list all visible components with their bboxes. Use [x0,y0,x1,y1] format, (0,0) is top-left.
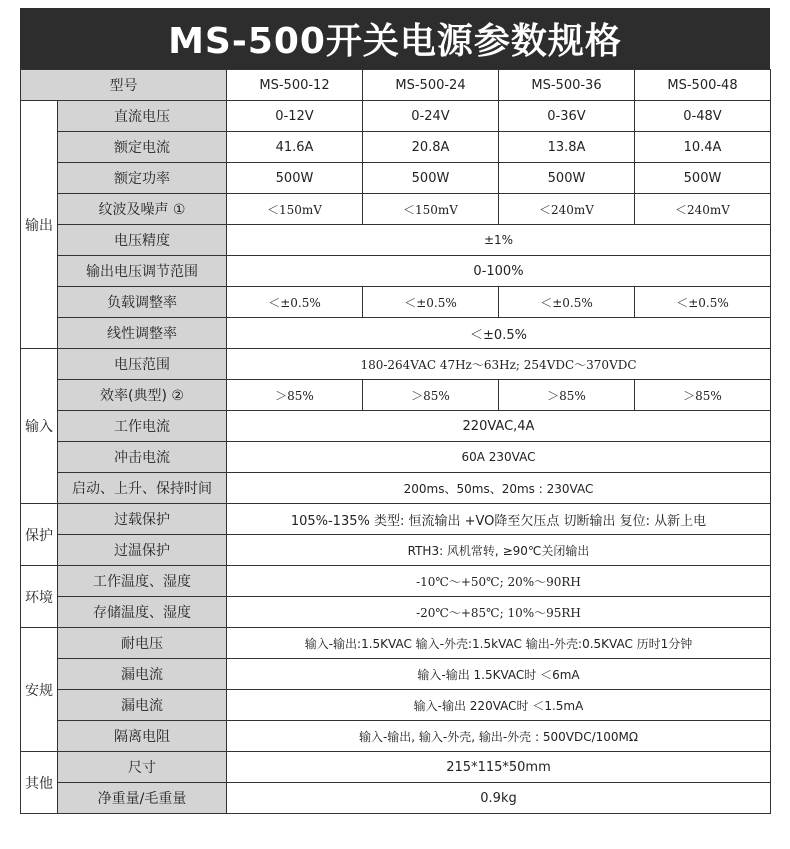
cell-value: ＜240mV [499,194,635,225]
table-row [21,752,771,783]
model-name: MS-500-12 [227,70,363,101]
row-label: 线性调整率 [58,318,227,349]
table-row [21,380,771,411]
table-row [21,194,771,225]
cell-value: 输入-输出 220VAC时 ＜1.5mA [227,690,771,721]
cell-value: ＞85% [363,380,499,411]
table-row [21,318,771,349]
header-row [21,70,771,101]
model-name: MS-500-24 [363,70,499,101]
cell-value: 105%-135% 类型: 恒流输出 +VO降至欠压点 切断输出 复位: 从新上电 [227,504,771,535]
cell-value: ＞85% [635,380,771,411]
table-row [21,628,771,659]
cell-value: 60A 230VAC [227,442,771,473]
cell-value: -10℃～+50℃; 20%～90RH [227,566,771,597]
row-label: 输出电压调节范围 [58,256,227,287]
table-row [21,659,771,690]
cell-value: ＞85% [499,380,635,411]
cell-value: ＜±0.5% [227,287,363,318]
row-label: 电压范围 [58,349,227,380]
table-row [21,442,771,473]
cell-value: 0-48V [635,101,771,132]
group-label-output: 输出 [21,101,58,349]
row-label: 负载调整率 [58,287,227,318]
row-label: 额定功率 [58,163,227,194]
table-row [21,473,771,504]
cell-value: 500W [363,163,499,194]
group-label-protection: 保护 [21,504,58,566]
table-row [21,132,771,163]
cell-value: ±1% [227,225,771,256]
cell-value: 180-264VAC 47Hz～63Hz; 254VDC～370VDC [227,349,771,380]
table-row [21,504,771,535]
row-label: 存储温度、湿度 [58,597,227,628]
row-label: 纹波及噪声 ① [58,194,227,225]
group-label-safety: 安规 [21,628,58,752]
cell-value: 20.8A [363,132,499,163]
cell-value: 220VAC,4A [227,411,771,442]
model-name: MS-500-36 [499,70,635,101]
row-label: 启动、上升、保持时间 [58,473,227,504]
cell-value: 0-100% [227,256,771,287]
cell-value: RTH3: 风机常转, ≥90℃关闭输出 [227,535,771,566]
row-label: 电压精度 [58,225,227,256]
row-label: 过载保护 [58,504,227,535]
table-row [21,566,771,597]
spec-table [20,69,771,814]
cell-value: ＜±0.5% [499,287,635,318]
row-label: 净重量/毛重量 [58,783,227,814]
cell-value: 500W [635,163,771,194]
table-row [21,101,771,132]
cell-value: 0-24V [363,101,499,132]
cell-value: 500W [227,163,363,194]
cell-value: 41.6A [227,132,363,163]
cell-value: 500W [499,163,635,194]
cell-value: 0.9kg [227,783,771,814]
group-label-environment: 环境 [21,566,58,628]
model-name: MS-500-48 [635,70,771,101]
cell-value: 10.4A [635,132,771,163]
group-label-other: 其他 [21,752,58,814]
table-row [21,349,771,380]
row-label: 漏电流 [58,690,227,721]
table-row [21,225,771,256]
row-label: 直流电压 [58,101,227,132]
row-label: 过温保护 [58,535,227,566]
cell-value: ＜150mV [227,194,363,225]
table-row [21,690,771,721]
cell-value: 0-36V [499,101,635,132]
row-label: 尺寸 [58,752,227,783]
cell-value: 输入-输出:1.5KVAC 输入-外壳:1.5kVAC 输出-外壳:0.5KVAC 历时1分钟 [227,628,771,659]
cell-value: ＜±0.5% [363,287,499,318]
cell-value: ＞85% [227,380,363,411]
cell-value: 13.8A [499,132,635,163]
table-row [21,783,771,814]
row-label: 耐电压 [58,628,227,659]
row-label: 效率(典型) ② [58,380,227,411]
model-label: 型号 [21,70,227,101]
cell-value: ＜±0.5% [635,287,771,318]
cell-value: 输入-输出 1.5KVAC时 ＜6mA [227,659,771,690]
cell-value: 输入-输出, 输入-外壳, 输出-外壳 : 500VDC/100MΩ [227,721,771,752]
table-row [21,256,771,287]
page-title: MS-500开关电源参数规格 [20,8,770,69]
table-row [21,411,771,442]
table-row [21,287,771,318]
table-row [21,597,771,628]
cell-value: ＜150mV [363,194,499,225]
table-row [21,163,771,194]
cell-value: ＜±0.5% [227,318,771,349]
row-label: 漏电流 [58,659,227,690]
row-label: 工作温度、湿度 [58,566,227,597]
group-label-input: 输入 [21,349,58,504]
table-row [21,535,771,566]
row-label: 隔离电阻 [58,721,227,752]
cell-value: 0-12V [227,101,363,132]
table-row [21,721,771,752]
row-label: 冲击电流 [58,442,227,473]
cell-value: -20℃～+85℃; 10%～95RH [227,597,771,628]
row-label: 额定电流 [58,132,227,163]
row-label: 工作电流 [58,411,227,442]
cell-value: 200ms、50ms、20ms : 230VAC [227,473,771,504]
cell-value: ＜240mV [635,194,771,225]
cell-value: 215*115*50mm [227,752,771,783]
